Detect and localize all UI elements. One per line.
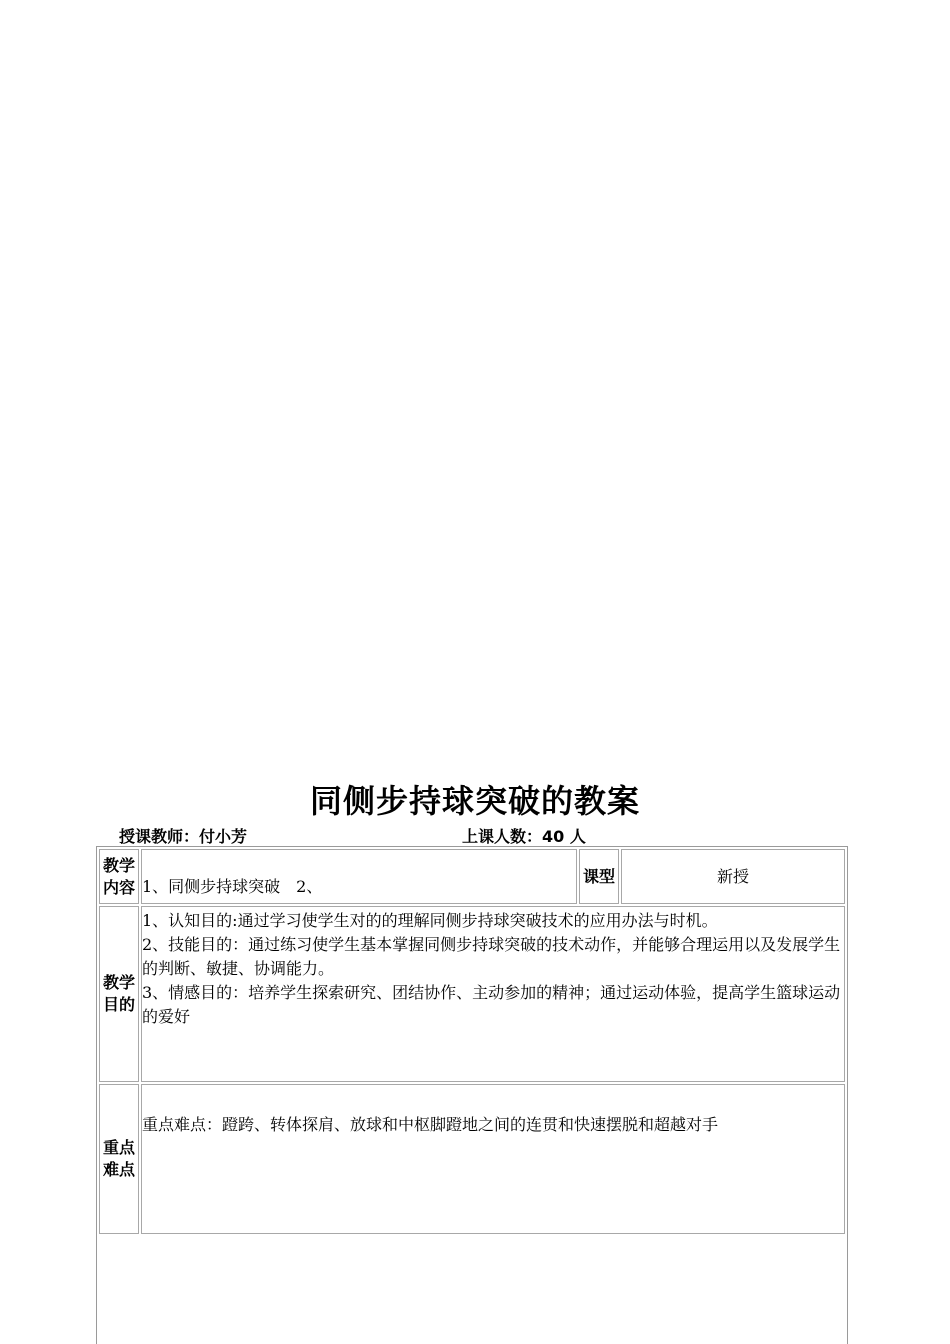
difficulty-label: 重点难点 xyxy=(99,1084,139,1234)
page-title: 同侧步持球突破的教案 xyxy=(309,782,640,820)
content-row xyxy=(99,849,845,904)
goal-item: 2、技能目的：通过练习使学生基本掌握同侧步持球突破的技术动作，并能够合理运用以及发展学生的判断、敏捷、协调能力。 xyxy=(142,935,841,978)
lesson-type-value: 新授 xyxy=(621,849,845,904)
difficulty-content: 重点难点：蹬跨、转体探肩、放球和中枢脚蹬地之间的连贯和快速摆脱和超越对手 xyxy=(141,1084,845,1234)
difficulty-row xyxy=(99,1084,845,1234)
teacher-info: 授课教师：付小芳 xyxy=(119,827,248,846)
goal-item: 1、认知目的:通过学习使学生对的的理解同侧步持球突破技术的应用办法与时机。 xyxy=(142,911,718,930)
lesson-type-label: 课型 xyxy=(579,849,619,904)
class-size-info: 上课人数：40 人 xyxy=(462,827,586,846)
content-value: 1、同侧步持球突破 2、 xyxy=(141,849,577,904)
content-label: 教学内容 xyxy=(99,849,139,904)
goals-row xyxy=(99,906,845,1082)
goals-content xyxy=(141,906,845,1082)
lesson-plan-table xyxy=(96,846,848,1344)
goal-item: 3、情感目的：培养学生探索研究、团结协作、主动参加的精神；通过运动体验，提高学生篮球运动的爱好 xyxy=(142,983,841,1026)
goals-label: 教学目的 xyxy=(99,906,139,1082)
